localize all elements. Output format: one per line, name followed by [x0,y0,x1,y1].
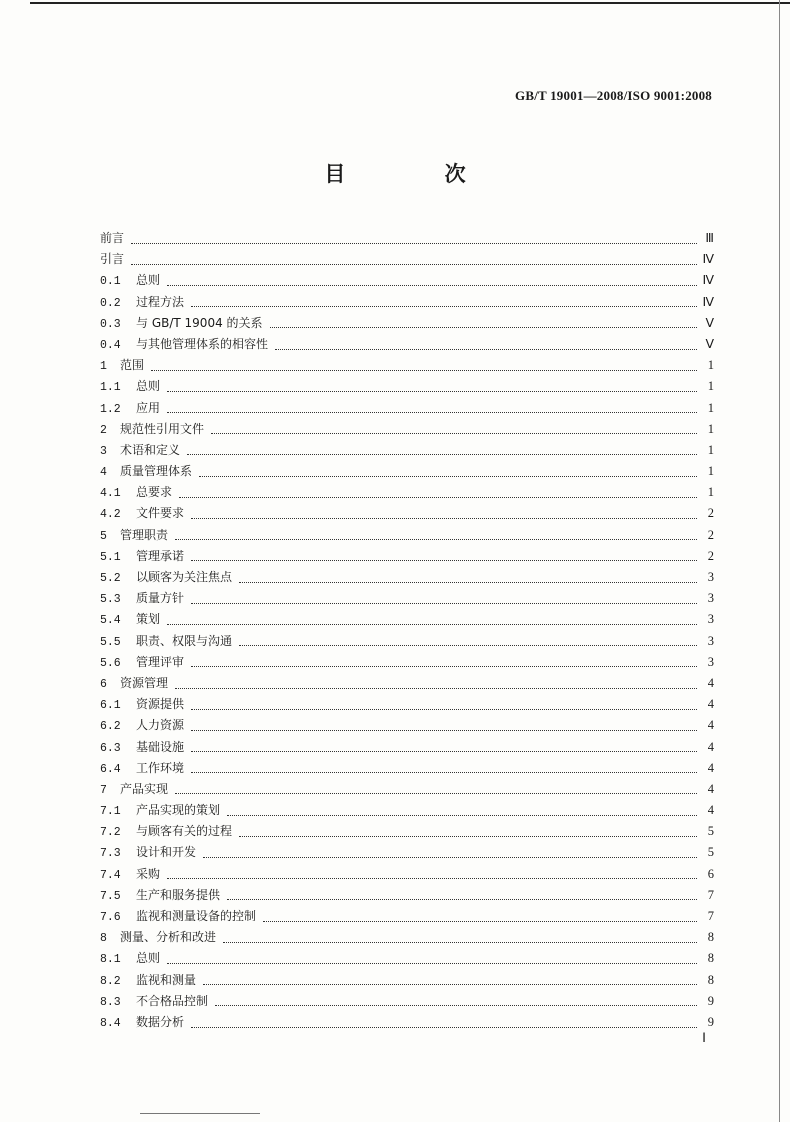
toc-entry-page: 1 [707,358,714,373]
toc-entry[interactable] [100,461,714,482]
toc-entry-number: 0.2 [100,296,121,310]
toc-entry-title: 不合格品控制 [136,993,209,1008]
toc-entry-number: 5.4 [100,614,121,628]
toc-entry-title: 过程方法 [136,294,185,309]
toc-dot-leader [275,348,697,350]
top-border-rule [30,2,790,4]
toc-entry[interactable] [100,588,714,609]
toc-entry[interactable] [100,567,714,588]
toc-dot-leader [203,983,697,985]
toc-entry-number: 7.4 [100,868,121,882]
toc-dot-leader [191,708,697,710]
toc-dot-leader [227,898,697,900]
toc-dot-leader [191,750,697,752]
toc-entry-title: 基础设施 [136,739,185,754]
toc-entry-title: 生产和服务提供 [136,887,221,902]
toc-dot-leader [203,856,697,858]
toc-entry[interactable] [100,249,714,270]
toc-dot-leader [223,941,697,943]
toc-dot-leader [199,475,697,477]
toc-entry-page: 2 [707,527,714,542]
toc-entry-title: 以顾客为关注焦点 [136,570,233,584]
toc-entry-page: 4 [707,739,714,754]
toc-entry-page: Ⅳ [702,273,714,288]
toc-entry-title: 与 GB/T 19004 的关系 [136,315,263,330]
toc-dot-leader [191,602,697,604]
toc-entry-number: 8.4 [100,1016,121,1030]
page-number: Ⅰ [702,1030,706,1045]
toc-entry-number: 7.1 [100,805,121,819]
toc-entry-page: Ⅳ [702,294,714,309]
toc-entry[interactable] [100,440,714,461]
toc-entry-page: 7 [707,909,714,923]
toc-entry-page: 4 [707,803,714,818]
toc-entry[interactable] [100,334,714,355]
toc-dot-leader [227,814,697,816]
toc-entry-page: 8 [707,972,714,987]
toc-entry-page: 4 [707,697,714,712]
toc-entry-number: 5.3 [100,593,121,607]
standard-code-header: GB/T 19001—2008/ISO 9001:2008 [515,88,712,103]
toc-entry-number: 6 [100,677,107,691]
toc-entry-title: 文件要求 [136,506,185,521]
toc-entry-page: 8 [707,951,714,966]
toc-entry-page: 1 [707,485,714,500]
toc-entry[interactable] [100,609,714,630]
toc-entry-page: 3 [707,612,714,627]
toc-entry-number: 0.3 [100,317,121,331]
toc-entry-title: 采购 [136,866,161,881]
toc-entry-title: 资源管理 [120,675,169,690]
toc-dot-leader [239,835,697,837]
toc-entry-number: 2 [100,423,107,437]
toc-entry-page: Ⅴ [705,336,714,351]
toc-entry-title: 总则 [136,951,161,966]
toc-entry-number: 4.2 [100,508,121,522]
toc-entry-title: 数据分析 [136,1014,185,1029]
toc-entry-number: 8.3 [100,995,121,1009]
toc-dot-leader [175,538,697,540]
toc-entry[interactable] [100,652,714,673]
toc-entry-number: 5.6 [100,656,121,670]
toc-entry[interactable] [100,864,714,885]
toc-dot-leader [191,559,697,561]
toc-entry-number: 3 [100,444,107,458]
toc-dot-leader [167,877,697,879]
toc-entry-number: 6.2 [100,720,121,734]
toc-entry[interactable] [100,800,714,821]
toc-dot-leader [167,390,697,392]
toc-entry-page: 1 [707,379,714,394]
toc-entry[interactable] [100,927,714,948]
toc-entry-number: 1 [100,360,107,374]
toc-entry-page: 1 [707,442,714,457]
toc-entry-page: 7 [707,887,714,902]
toc-entry-number: 0.1 [100,275,121,289]
toc-entry-title: 人力资源 [136,718,185,733]
toc-entry-number: 8 [100,932,107,946]
toc-entry-title: 产品实现的策划 [136,803,221,818]
toc-entry[interactable] [100,821,714,842]
toc-dot-leader [191,1026,697,1028]
toc-entry[interactable] [100,631,714,652]
toc-dot-leader [239,644,697,646]
toc-dot-leader [167,284,697,286]
toc-dot-leader [179,496,697,498]
toc-entry-title: 总要求 [136,485,173,500]
toc-entry-page: 4 [707,718,714,733]
toc-entry[interactable] [100,737,714,758]
toc-entry-number: 7.3 [100,847,121,861]
toc-entry-title: 监视和测量设备的控制 [136,909,257,923]
toc-entry-page: 4 [707,781,714,796]
toc-entry[interactable] [100,779,714,800]
toc-dot-leader [167,411,697,413]
toc-entry[interactable] [100,355,714,376]
toc-entry-title: 职责、权限与沟通 [136,633,233,648]
toc-dot-leader [167,962,697,964]
toc-entry-title: 与其他管理体系的相容性 [136,336,269,351]
toc-entry[interactable] [100,546,714,567]
toc-entry-page: 1 [707,421,714,436]
toc-entry[interactable] [100,228,714,249]
toc-entry[interactable] [100,970,714,991]
toc-entry-title: 范围 [120,358,145,373]
toc-entry[interactable] [100,885,714,906]
toc-entry-title: 引言 [100,252,125,267]
toc-entry-number: 4.1 [100,487,121,501]
toc-entry-title: 总则 [136,273,161,288]
toc-dot-leader [191,305,697,307]
toc-entry-page: 3 [707,570,714,584]
page-title: 目 次 [324,162,512,186]
toc-dot-leader [191,729,697,731]
toc-entry[interactable] [100,906,714,927]
toc-entry-page: 9 [707,1014,714,1029]
bottom-rule [140,1113,260,1114]
toc-dot-leader [151,369,697,371]
toc-entry-page: Ⅴ [705,315,714,330]
toc-entry-title: 质量方针 [136,591,185,606]
toc-entry-number: 7 [100,783,107,797]
toc-entry[interactable] [100,525,714,546]
toc-dot-leader [263,920,697,922]
toc-dot-leader [175,792,697,794]
toc-entry[interactable] [100,482,714,503]
toc-entry-number: 5 [100,529,107,543]
toc-entry-page: 1 [707,464,714,479]
toc-dot-leader [167,623,697,625]
toc-entry-number: 5.5 [100,635,121,649]
toc-entry-title: 与顾客有关的过程 [136,824,233,839]
table-of-contents [100,228,714,1033]
toc-entry-title: 管理承诺 [136,548,185,563]
toc-entry[interactable] [100,694,714,715]
toc-dot-leader [191,771,697,773]
toc-entry-page: 4 [707,760,714,775]
toc-entry-page: 5 [707,824,714,839]
toc-dot-leader [239,581,697,583]
toc-dot-leader [131,242,697,244]
toc-entry-page: Ⅳ [702,252,714,267]
toc-entry-number: 5.2 [100,572,121,585]
toc-entry-number: 0.4 [100,338,121,352]
toc-entry[interactable] [100,376,714,397]
toc-entry-title: 测量、分析和改进 [120,930,217,945]
toc-entry-title: 监视和测量 [136,972,197,987]
toc-entry[interactable] [100,715,714,736]
toc-entry-title: 管理职责 [120,527,169,542]
toc-entry-number: 7.2 [100,826,121,840]
toc-dot-leader [211,432,697,434]
toc-entry-title: 前言 [100,231,125,245]
toc-entry[interactable] [100,673,714,694]
toc-entry-page: 5 [707,845,714,860]
toc-dot-leader [270,326,697,328]
toc-entry-title: 策划 [136,612,161,627]
toc-entry[interactable] [100,419,714,440]
toc-entry-title: 资源提供 [136,697,185,712]
toc-entry-number: 8.1 [100,953,121,967]
toc-dot-leader [187,453,697,455]
toc-entry-number: 1.1 [100,381,121,395]
toc-entry[interactable] [100,1012,714,1033]
toc-entry[interactable] [100,292,714,313]
toc-entry-number: 4 [100,466,107,480]
toc-dot-leader [131,263,697,265]
toc-dot-leader [191,665,697,667]
toc-entry[interactable] [100,503,714,524]
toc-entry[interactable] [100,398,714,419]
toc-entry-page: 9 [707,993,714,1008]
toc-entry-title: 规范性引用文件 [120,421,205,436]
toc-entry[interactable] [100,270,714,291]
toc-entry-title: 应用 [136,400,161,415]
toc-entry-page: 1 [707,400,714,415]
toc-dot-leader [191,517,697,519]
toc-entry-page: 3 [707,591,714,606]
toc-entry-title: 工作环境 [136,760,185,775]
toc-dot-leader [215,1004,697,1006]
toc-entry-page: 6 [707,866,714,881]
toc-entry[interactable] [100,948,714,969]
toc-entry-page: Ⅲ [705,231,714,245]
toc-entry[interactable] [100,991,714,1012]
toc-entry-number: 7.6 [100,911,121,924]
toc-entry-number: 6.4 [100,762,121,776]
toc-entry-number: 5.1 [100,550,121,564]
toc-entry-page: 2 [707,506,714,521]
toc-entry-title: 管理评审 [136,654,185,669]
toc-entry-title: 总则 [136,379,161,394]
toc-entry-page: 8 [707,930,714,945]
toc-entry-title: 质量管理体系 [120,464,193,479]
toc-entry[interactable] [100,758,714,779]
toc-entry[interactable] [100,313,714,334]
toc-entry-page: 4 [707,675,714,690]
toc-entry-page: 2 [707,548,714,563]
toc-entry-number: 6.1 [100,699,121,713]
toc-entry-number: 7.5 [100,889,121,903]
toc-entry-number: 8.2 [100,974,121,988]
toc-entry-number: 1.2 [100,402,121,416]
toc-entry-number: 6.3 [100,741,121,755]
toc-entry-title: 术语和定义 [120,442,181,457]
toc-entry-title: 设计和开发 [136,845,197,860]
toc-entry[interactable] [100,842,714,863]
toc-entry-page: 3 [707,633,714,648]
toc-entry-title: 产品实现 [120,781,169,796]
toc-dot-leader [175,687,697,689]
toc-entry-page: 3 [707,654,714,669]
